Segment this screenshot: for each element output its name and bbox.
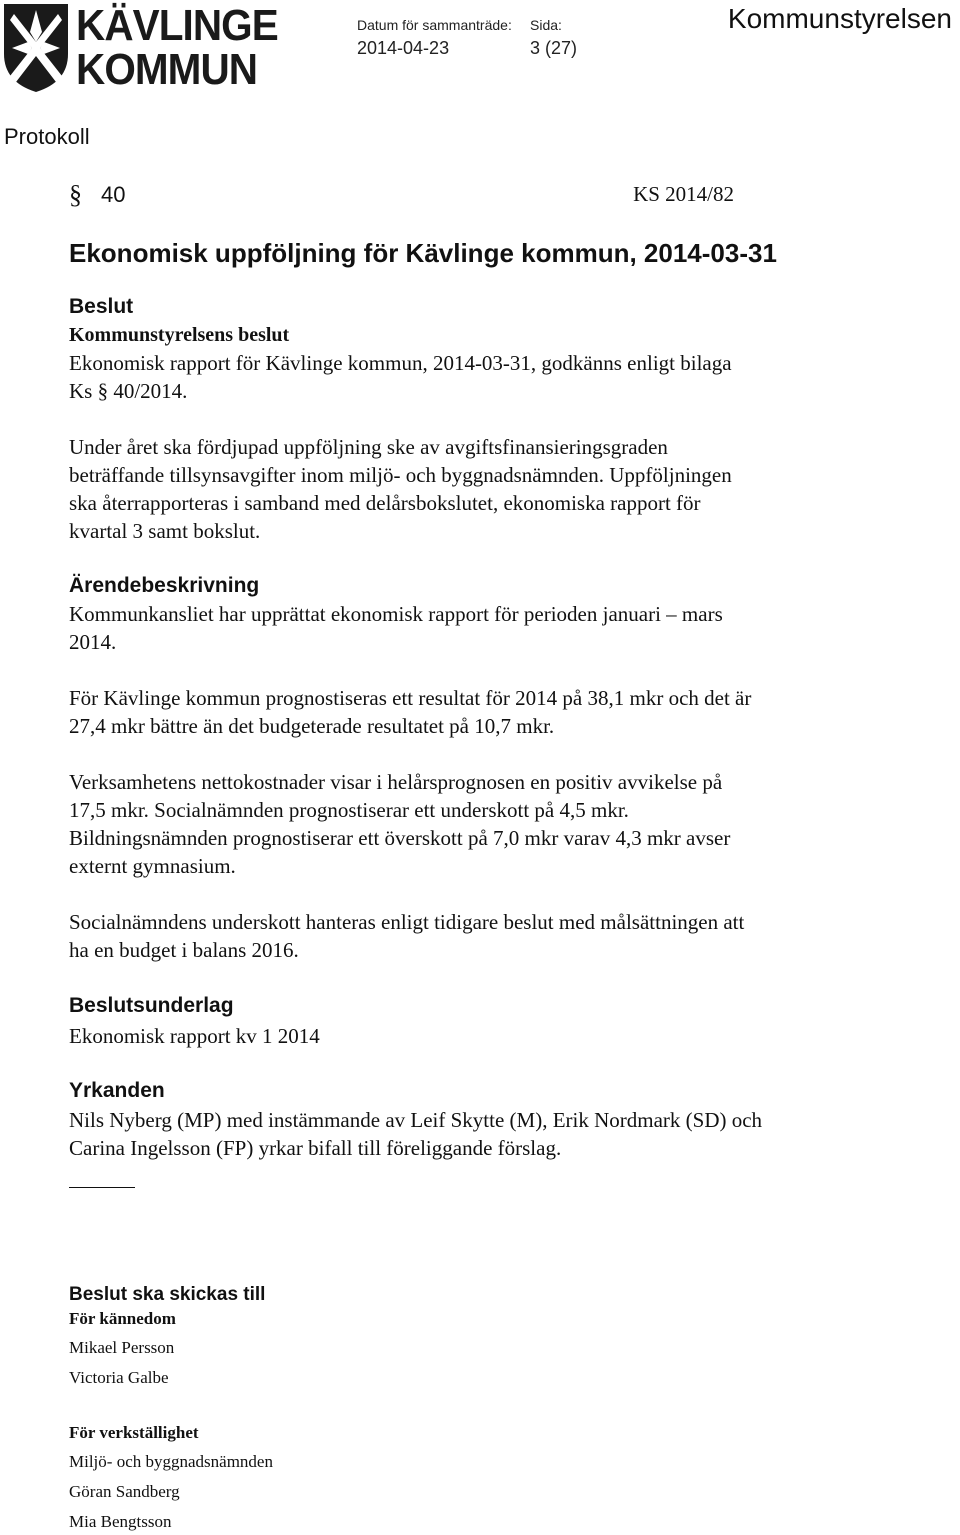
page-value: 3 (27) <box>530 38 578 58</box>
text-line: Under året ska fördjupad uppföljning ske av avgiftsfinansieringsgraden <box>69 435 668 459</box>
text-line: Ekonomisk rapport för Kävlinge kommun, 2014-03-31, godkänns enligt bilaga <box>69 351 732 375</box>
info-recipient: Mikael Persson <box>69 1338 175 1357</box>
item-title: Ekonomisk uppföljning för Kävlinge kommun, 2014-03-31 <box>69 238 777 268</box>
text-line: Bildningsnämnden prognostiserar ett överskott på 7,0 mkr varav 4,3 mkr avser <box>69 826 731 850</box>
info-heading: För kännedom <box>69 1309 176 1328</box>
arende-paragraph-3 <box>69 768 929 880</box>
coat-of-arms-icon <box>2 2 70 94</box>
text-line: kvartal 3 samt bokslut. <box>69 519 261 543</box>
text-line: ha en budget i balans 2016. <box>69 938 299 962</box>
beslut-followup-paragraph <box>69 433 929 545</box>
beslutsunderlag-heading: Beslutsunderlag <box>69 994 234 1017</box>
divider-line <box>69 1187 135 1188</box>
beslutsunderlag-text: Ekonomisk rapport kv 1 2014 <box>69 1024 320 1048</box>
section-sign: § <box>69 180 82 209</box>
kavlinge-kommun-logo <box>2 1 278 94</box>
beslut-subheading: Kommunstyrelsens beslut <box>69 324 290 346</box>
text-line: 27,4 mkr bättre än det budgeterade resultatet på 10,7 mkr. <box>69 714 555 738</box>
case-number: KS 2014/82 <box>633 182 734 206</box>
distribution-heading: Beslut ska skickas till <box>69 1284 266 1305</box>
action-heading: För verkställighet <box>69 1423 199 1442</box>
beslut-heading: Beslut <box>69 295 134 318</box>
arende-paragraph-4 <box>69 908 929 964</box>
text-line: För Kävlinge kommun prognostiseras ett resultat för 2014 på 38,1 mkr och det är <box>69 686 752 710</box>
text-line: Socialnämndens underskott hanteras enligt tidigare beslut med målsättningen att <box>69 910 745 934</box>
date-value: 2014-04-23 <box>357 38 450 58</box>
text-line: Nils Nyberg (MP) med instämmande av Leif Skytte (M), Erik Nordmark (SD) och <box>69 1108 763 1132</box>
text-line: ska återrapporteras i samband med delårsbokslutet, ekonomiska rapport för <box>69 491 701 515</box>
arende-paragraph-1 <box>69 600 929 656</box>
yrkanden-paragraph <box>69 1106 929 1162</box>
beslut-paragraph <box>69 349 929 405</box>
text-line: externt gymnasium. <box>69 854 236 878</box>
organization-title: Kommunstyrelsen <box>727 3 952 34</box>
text-line: Kommunkansliet har upprättat ekonomisk rapport för perioden januari – mars <box>69 602 723 626</box>
action-recipient: Mia Bengtsson <box>69 1512 172 1531</box>
yrkanden-heading: Yrkanden <box>69 1079 165 1102</box>
text-line: Ks § 40/2014. <box>69 379 188 403</box>
page-label: Sida: <box>530 17 562 33</box>
action-recipient: Miljö- och byggnadsnämnden <box>69 1452 273 1471</box>
logo-line-1: KÄVLINGE <box>76 1 278 50</box>
document-type: Protokoll <box>4 124 90 149</box>
arende-paragraph-2 <box>69 684 929 740</box>
logo-line-2: KOMMUN <box>76 45 258 94</box>
section-number: 40 <box>101 182 126 207</box>
action-recipient: Göran Sandberg <box>69 1482 180 1501</box>
text-line: 17,5 mkr. Socialnämnden prognostiserar ett underskott på 4,5 mkr. <box>69 798 629 822</box>
item-header-row <box>69 180 734 212</box>
arendebeskrivning-heading: Ärendebeskrivning <box>69 574 260 597</box>
text-line: Carina Ingelsson (FP) yrkar bifall till föreliggande förslag. <box>69 1136 562 1160</box>
date-label: Datum för sammanträde: <box>357 17 512 33</box>
info-recipient: Victoria Galbe <box>69 1368 169 1387</box>
text-line: Verksamhetens nettokostnader visar i helårsprognosen en positiv avvikelse på <box>69 770 723 794</box>
text-line: beträffande tillsynsavgifter inom miljö- och byggnadsnämnden. Uppföljningen <box>69 463 732 487</box>
text-line: 2014. <box>69 630 117 654</box>
